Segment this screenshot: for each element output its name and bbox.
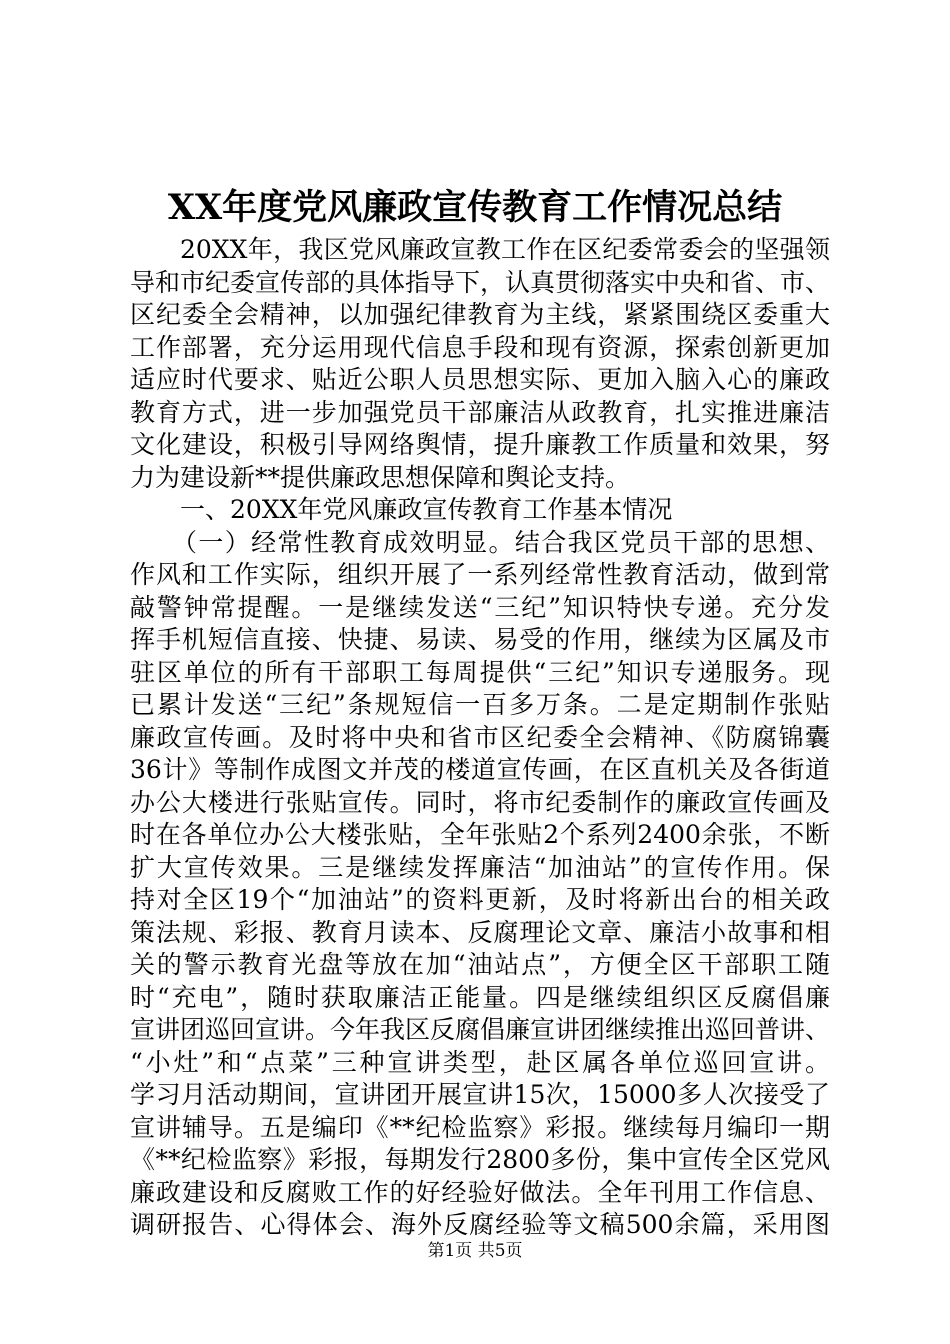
paragraph-line: 36计》等制作成图文并茂的楼道宣传画，在区直机关及各街道 [130, 755, 830, 784]
paragraph-line: 区纪委全会精神，以加强纪律教育为主线，紧紧围绕区委重大 [130, 300, 830, 329]
paragraph-line: 廉政建设和反腐败工作的好经验好做法。全年刊用工作信息、 [130, 1177, 830, 1207]
paragraph-line: 已累计发送“三纪”条规短信一百多万条。二是定期制作张贴 [130, 690, 830, 719]
paragraph-line: 导和市纪委宣传部的具体指导下，认真贯彻落实中央和省、市、 [130, 267, 831, 297]
paragraph-line: （一）经常性教育成效明显。结合我区党员干部的思想、 [172, 527, 830, 557]
paragraph-line: 敲警钟常提醒。一是继续发送“三纪”知识特快专递。充分发 [130, 592, 830, 622]
paragraph-line: 《**纪检监察》彩报，每期发行2800多份，集中宣传全区党风 [130, 1145, 830, 1174]
paragraph-line: 20XX年，我区党风廉政宣教工作在区纪委常委会的坚强领 [180, 235, 830, 264]
paragraph-line: 作风和工作实际，组织开展了一系列经常性教育活动，做到常 [130, 560, 830, 589]
paragraph-line: 文化建设，积极引导网络舆情，提升廉教工作质量和效果，努 [130, 430, 830, 459]
paragraph-line: 关的警示教育光盘等放在加“油站点”，方便全区干部职工随 [130, 950, 830, 979]
paragraph-line: 廉政宣传画。及时将中央和省市区纪委全会精神、《防腐锦囊 [130, 722, 830, 752]
paragraph-line: 调研报告、心得体会、海外反腐经验等文稿500余篇，采用图 [130, 1210, 830, 1239]
page-footer: 第1页 共5页 [427, 1241, 523, 1261]
document-body [130, 234, 830, 1242]
paragraph-line: 力为建设新**提供廉政思想保障和舆论支持。 [130, 462, 631, 492]
paragraph-line: 办公大楼进行张贴宣传。同时，将市纪委制作的廉政宣传画及 [130, 787, 830, 817]
paragraph-line: “小灶”和“点菜”三种宣讲类型，赴区属各单位巡回宣讲。 [130, 1047, 830, 1077]
paragraph-line: 学习月活动期间，宣讲团开展宣讲15次，15000多人次接受了 [130, 1080, 830, 1109]
paragraph-line: 持对全区19个“加油站”的资料更新，及时将新出台的相关政 [130, 885, 830, 914]
paragraph-line: 驻区单位的所有干部职工每周提供“三纪”知识专递服务。现 [130, 657, 830, 687]
paragraph-line: 时在各单位办公大楼张贴，全年张贴2个系列2400余张，不断 [130, 820, 830, 849]
paragraph-line: 适应时代要求、贴近公职人员思想实际、更加入脑入心的廉政 [130, 365, 830, 394]
document-title: XX年度党风廉政宣传教育工作情况总结 [167, 187, 783, 228]
paragraph-line: 教育方式，进一步加强党员干部廉洁从政教育，扎实推进廉洁 [130, 397, 830, 427]
paragraph-line: 时“充电”，随时获取廉洁正能量。四是继续组织区反腐倡廉 [130, 982, 830, 1012]
paragraph-line: 工作部署，充分运用现代信息手段和现有资源，探索创新更加 [130, 332, 830, 362]
paragraph-line: 宣讲团巡回宣讲。今年我区反腐倡廉宣讲团继续推出巡回普讲、 [130, 1015, 831, 1044]
paragraph-line: 挥手机短信直接、快捷、易读、易受的作用，继续为区属及市 [130, 625, 830, 654]
paragraph-line: 宣讲辅导。五是编印《**纪检监察》彩报。继续每月编印一期 [130, 1112, 830, 1142]
section-heading: 一、20XX年党风廉政宣传教育工作基本情况 [180, 495, 673, 524]
paragraph-line: 扩大宣传效果。三是继续发挥廉洁“加油站”的宣传作用。保 [130, 852, 830, 882]
paragraph-line: 策法规、彩报、教育月读本、反腐理论文章、廉洁小故事和相 [130, 917, 830, 947]
